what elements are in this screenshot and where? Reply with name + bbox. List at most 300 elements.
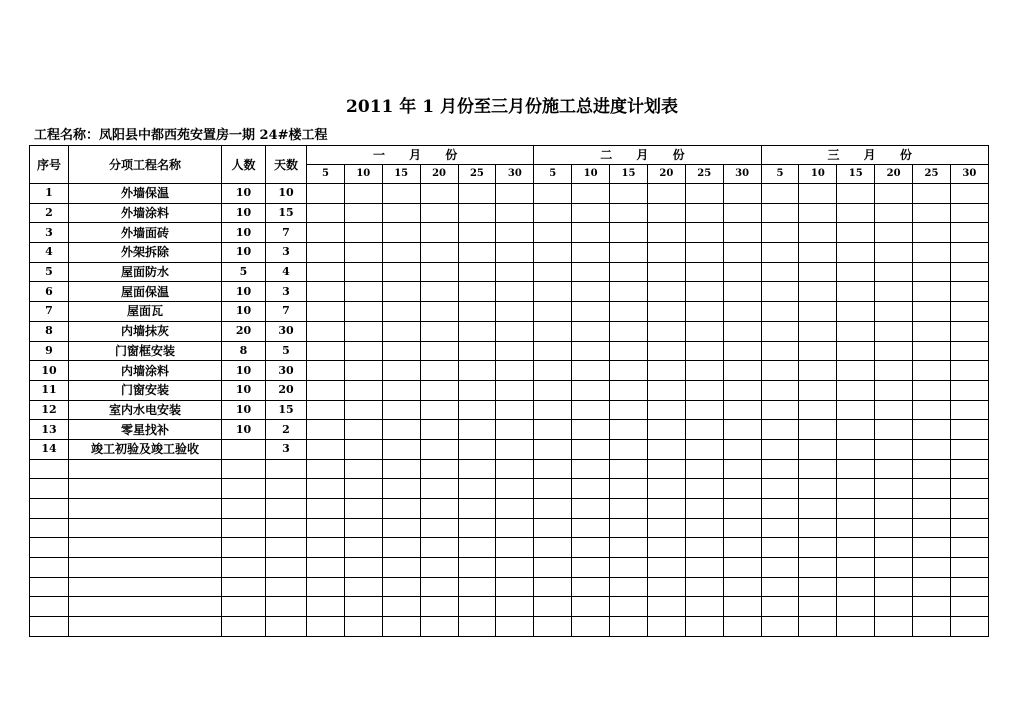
row-seq: 4 bbox=[30, 243, 69, 263]
schedule-cell bbox=[761, 420, 799, 440]
schedule-cell bbox=[761, 282, 799, 302]
row-seq: 11 bbox=[30, 380, 69, 400]
row-seq: 3 bbox=[30, 223, 69, 243]
row-days: 10 bbox=[266, 184, 307, 204]
day-tick: 30 bbox=[496, 165, 534, 184]
schedule-cell bbox=[950, 321, 988, 341]
schedule-cell bbox=[344, 223, 382, 243]
schedule-cell bbox=[307, 184, 345, 204]
schedule-cell bbox=[685, 282, 723, 302]
schedule-cell bbox=[382, 223, 420, 243]
empty-cell bbox=[420, 538, 458, 558]
row-days: 30 bbox=[266, 361, 307, 381]
schedule-cell bbox=[799, 321, 837, 341]
empty-cell bbox=[837, 479, 875, 499]
schedule-cell bbox=[799, 302, 837, 322]
schedule-cell bbox=[761, 321, 799, 341]
empty-cell bbox=[69, 597, 222, 617]
schedule-cell bbox=[875, 302, 913, 322]
schedule-cell bbox=[723, 282, 761, 302]
empty-cell bbox=[307, 577, 345, 597]
header-month: 二 月 份 bbox=[534, 146, 761, 165]
day-tick: 10 bbox=[344, 165, 382, 184]
row-days: 15 bbox=[266, 400, 307, 420]
schedule-cell bbox=[647, 420, 685, 440]
empty-cell bbox=[723, 617, 761, 637]
row-workers: 10 bbox=[222, 203, 266, 223]
schedule-cell bbox=[647, 321, 685, 341]
schedule-cell bbox=[610, 184, 648, 204]
schedule-cell bbox=[875, 184, 913, 204]
header-month: 一 月 份 bbox=[307, 146, 534, 165]
empty-cell bbox=[723, 597, 761, 617]
schedule-cell bbox=[572, 321, 610, 341]
schedule-cell bbox=[496, 223, 534, 243]
empty-cell bbox=[647, 558, 685, 578]
table-row bbox=[30, 262, 989, 282]
schedule-cell bbox=[799, 243, 837, 263]
empty-cell bbox=[222, 518, 266, 538]
empty-cell bbox=[761, 577, 799, 597]
empty-cell bbox=[534, 479, 572, 499]
schedule-cell bbox=[572, 262, 610, 282]
schedule-cell bbox=[837, 380, 875, 400]
empty-cell bbox=[222, 479, 266, 499]
empty-cell bbox=[950, 558, 988, 578]
schedule-cell bbox=[610, 262, 648, 282]
schedule-cell bbox=[307, 380, 345, 400]
schedule-cell bbox=[610, 341, 648, 361]
schedule-cell bbox=[950, 184, 988, 204]
empty-cell bbox=[837, 538, 875, 558]
schedule-cell bbox=[837, 203, 875, 223]
schedule-cell bbox=[913, 361, 951, 381]
schedule-cell bbox=[647, 184, 685, 204]
schedule-cell bbox=[723, 400, 761, 420]
schedule-cell bbox=[307, 400, 345, 420]
empty-cell bbox=[875, 558, 913, 578]
schedule-cell bbox=[875, 361, 913, 381]
empty-cell bbox=[913, 597, 951, 617]
empty-cell bbox=[344, 597, 382, 617]
table-row bbox=[30, 361, 989, 381]
empty-cell bbox=[222, 459, 266, 479]
schedule-cell bbox=[382, 282, 420, 302]
schedule-cell bbox=[837, 223, 875, 243]
empty-cell bbox=[382, 597, 420, 617]
empty-cell bbox=[30, 597, 69, 617]
schedule-cell bbox=[382, 243, 420, 263]
schedule-cell bbox=[875, 203, 913, 223]
schedule-cell bbox=[344, 361, 382, 381]
schedule-cell bbox=[647, 282, 685, 302]
empty-cell bbox=[30, 558, 69, 578]
empty-cell bbox=[685, 459, 723, 479]
schedule-cell bbox=[761, 361, 799, 381]
row-workers: 10 bbox=[222, 223, 266, 243]
schedule-cell bbox=[950, 400, 988, 420]
empty-cell bbox=[496, 518, 534, 538]
empty-cell bbox=[69, 479, 222, 499]
empty-cell bbox=[382, 538, 420, 558]
schedule-cell bbox=[913, 223, 951, 243]
schedule-cell bbox=[685, 223, 723, 243]
schedule-cell bbox=[799, 184, 837, 204]
schedule-cell bbox=[723, 302, 761, 322]
schedule-cell bbox=[610, 243, 648, 263]
schedule-cell bbox=[572, 380, 610, 400]
empty-cell bbox=[761, 538, 799, 558]
schedule-cell bbox=[572, 282, 610, 302]
schedule-cell bbox=[913, 420, 951, 440]
empty-cell bbox=[610, 518, 648, 538]
schedule-cell bbox=[837, 420, 875, 440]
day-tick: 10 bbox=[572, 165, 610, 184]
empty-cell bbox=[420, 558, 458, 578]
empty-cell bbox=[420, 499, 458, 519]
empty-cell bbox=[723, 499, 761, 519]
schedule-cell bbox=[496, 321, 534, 341]
schedule-cell bbox=[458, 420, 496, 440]
empty-cell bbox=[458, 459, 496, 479]
empty-cell bbox=[572, 577, 610, 597]
schedule-cell bbox=[950, 380, 988, 400]
empty-cell bbox=[572, 499, 610, 519]
empty-cell bbox=[799, 518, 837, 538]
schedule-cell bbox=[382, 321, 420, 341]
day-tick: 10 bbox=[799, 165, 837, 184]
empty-cell bbox=[69, 459, 222, 479]
empty-cell bbox=[266, 499, 307, 519]
empty-cell bbox=[30, 459, 69, 479]
empty-cell bbox=[875, 617, 913, 637]
row-workers: 10 bbox=[222, 400, 266, 420]
schedule-cell bbox=[572, 341, 610, 361]
empty-cell bbox=[534, 499, 572, 519]
day-tick: 15 bbox=[837, 165, 875, 184]
empty-cell bbox=[799, 499, 837, 519]
project-name: 工程名称：凤阳县中都西苑安置房一期 24#楼工程 bbox=[34, 128, 328, 143]
schedule-cell bbox=[647, 380, 685, 400]
empty-cell bbox=[266, 617, 307, 637]
empty-cell bbox=[534, 617, 572, 637]
empty-cell bbox=[799, 459, 837, 479]
schedule-cell bbox=[307, 203, 345, 223]
empty-cell bbox=[266, 518, 307, 538]
row-item-name: 竣工初验及竣工验收 bbox=[69, 439, 222, 459]
empty-cell bbox=[950, 518, 988, 538]
schedule-cell bbox=[496, 282, 534, 302]
empty-cell bbox=[534, 518, 572, 538]
schedule-cell bbox=[496, 243, 534, 263]
empty-cell bbox=[572, 518, 610, 538]
schedule-cell bbox=[723, 341, 761, 361]
row-workers: 8 bbox=[222, 341, 266, 361]
schedule-cell bbox=[913, 282, 951, 302]
schedule-cell bbox=[534, 321, 572, 341]
schedule-cell bbox=[761, 203, 799, 223]
row-item-name: 门窗框安装 bbox=[69, 341, 222, 361]
schedule-cell bbox=[837, 282, 875, 302]
empty-cell bbox=[307, 479, 345, 499]
schedule-cell bbox=[534, 223, 572, 243]
row-seq: 2 bbox=[30, 203, 69, 223]
schedule-cell bbox=[685, 420, 723, 440]
empty-cell bbox=[496, 499, 534, 519]
row-days: 30 bbox=[266, 321, 307, 341]
schedule-cell bbox=[837, 341, 875, 361]
schedule-cell bbox=[837, 321, 875, 341]
empty-cell bbox=[610, 617, 648, 637]
schedule-cell bbox=[799, 420, 837, 440]
schedule-cell bbox=[307, 302, 345, 322]
table-row bbox=[30, 282, 989, 302]
row-workers bbox=[222, 439, 266, 459]
row-days: 20 bbox=[266, 380, 307, 400]
schedule-cell bbox=[950, 223, 988, 243]
empty-cell bbox=[496, 597, 534, 617]
day-tick: 25 bbox=[913, 165, 951, 184]
empty-cell bbox=[647, 518, 685, 538]
empty-cell bbox=[685, 479, 723, 499]
schedule-cell bbox=[496, 184, 534, 204]
schedule-cell bbox=[496, 439, 534, 459]
day-tick: 20 bbox=[647, 165, 685, 184]
empty-cell bbox=[950, 538, 988, 558]
schedule-cell bbox=[344, 203, 382, 223]
empty-cell bbox=[572, 479, 610, 499]
empty-cell bbox=[685, 577, 723, 597]
empty-cell bbox=[610, 577, 648, 597]
schedule-cell bbox=[344, 243, 382, 263]
schedule-cell bbox=[875, 262, 913, 282]
schedule-cell bbox=[799, 341, 837, 361]
schedule-cell bbox=[572, 203, 610, 223]
empty-cell bbox=[837, 617, 875, 637]
empty-cell bbox=[30, 538, 69, 558]
schedule-cell bbox=[420, 361, 458, 381]
schedule-cell bbox=[761, 380, 799, 400]
schedule-cell bbox=[496, 302, 534, 322]
row-workers: 10 bbox=[222, 361, 266, 381]
schedule-cell bbox=[913, 203, 951, 223]
schedule-cell bbox=[458, 282, 496, 302]
schedule-cell bbox=[572, 439, 610, 459]
page-title: 2011 年 1 月份至三月份施工总进度计划表 bbox=[346, 97, 678, 117]
header-days: 天数 bbox=[266, 146, 307, 184]
row-seq: 14 bbox=[30, 439, 69, 459]
schedule-cell bbox=[458, 321, 496, 341]
schedule-cell bbox=[572, 302, 610, 322]
schedule-cell bbox=[685, 243, 723, 263]
empty-cell bbox=[647, 499, 685, 519]
empty-cell bbox=[610, 597, 648, 617]
schedule-cell bbox=[307, 262, 345, 282]
empty-cell bbox=[534, 538, 572, 558]
empty-cell bbox=[761, 617, 799, 637]
empty-cell bbox=[222, 617, 266, 637]
empty-cell bbox=[344, 518, 382, 538]
schedule-cell bbox=[875, 223, 913, 243]
schedule-cell bbox=[420, 420, 458, 440]
empty-cell bbox=[69, 617, 222, 637]
schedule-cell bbox=[837, 361, 875, 381]
schedule-cell bbox=[307, 243, 345, 263]
empty-cell bbox=[69, 538, 222, 558]
empty-cell bbox=[913, 499, 951, 519]
empty-cell bbox=[496, 479, 534, 499]
schedule-cell bbox=[572, 184, 610, 204]
schedule-cell bbox=[458, 439, 496, 459]
empty-cell bbox=[647, 577, 685, 597]
row-days: 7 bbox=[266, 223, 307, 243]
schedule-cell bbox=[420, 341, 458, 361]
schedule-cell bbox=[534, 302, 572, 322]
row-days: 7 bbox=[266, 302, 307, 322]
empty-cell bbox=[723, 459, 761, 479]
schedule-cell bbox=[344, 302, 382, 322]
table-row bbox=[30, 380, 989, 400]
empty-cell bbox=[30, 518, 69, 538]
schedule-cell bbox=[723, 380, 761, 400]
schedule-cell bbox=[344, 184, 382, 204]
schedule-cell bbox=[610, 380, 648, 400]
empty-cell bbox=[875, 459, 913, 479]
schedule-cell bbox=[420, 380, 458, 400]
schedule-cell bbox=[610, 321, 648, 341]
empty-cell bbox=[382, 558, 420, 578]
empty-cell bbox=[420, 459, 458, 479]
empty-cell bbox=[913, 558, 951, 578]
schedule-cell bbox=[572, 420, 610, 440]
row-seq: 9 bbox=[30, 341, 69, 361]
schedule-cell bbox=[685, 203, 723, 223]
row-item-name: 外墙面砖 bbox=[69, 223, 222, 243]
empty-cell bbox=[266, 577, 307, 597]
schedule-cell bbox=[875, 380, 913, 400]
row-days: 15 bbox=[266, 203, 307, 223]
schedule-cell bbox=[685, 302, 723, 322]
row-days: 3 bbox=[266, 439, 307, 459]
schedule-cell bbox=[799, 361, 837, 381]
empty-cell bbox=[685, 597, 723, 617]
empty-cell bbox=[913, 479, 951, 499]
empty-cell bbox=[572, 459, 610, 479]
empty-row bbox=[30, 617, 989, 637]
empty-cell bbox=[344, 459, 382, 479]
schedule-cell bbox=[420, 321, 458, 341]
schedule-cell bbox=[534, 361, 572, 381]
schedule-cell bbox=[647, 341, 685, 361]
schedule-cell bbox=[458, 341, 496, 361]
empty-cell bbox=[913, 518, 951, 538]
schedule-cell bbox=[723, 361, 761, 381]
schedule-cell bbox=[534, 400, 572, 420]
day-tick: 30 bbox=[723, 165, 761, 184]
empty-cell bbox=[382, 459, 420, 479]
empty-cell bbox=[875, 597, 913, 617]
empty-cell bbox=[382, 518, 420, 538]
empty-cell bbox=[685, 558, 723, 578]
empty-cell bbox=[723, 577, 761, 597]
empty-cell bbox=[913, 459, 951, 479]
day-tick: 5 bbox=[761, 165, 799, 184]
schedule-cell bbox=[344, 282, 382, 302]
schedule-cell bbox=[799, 400, 837, 420]
day-tick: 25 bbox=[685, 165, 723, 184]
schedule-cell bbox=[496, 400, 534, 420]
empty-cell bbox=[647, 597, 685, 617]
empty-cell bbox=[647, 459, 685, 479]
schedule-cell bbox=[761, 223, 799, 243]
table-row bbox=[30, 439, 989, 459]
schedule-cell bbox=[496, 341, 534, 361]
empty-cell bbox=[913, 617, 951, 637]
schedule-cell bbox=[799, 439, 837, 459]
day-tick: 20 bbox=[875, 165, 913, 184]
empty-cell bbox=[875, 538, 913, 558]
empty-cell bbox=[266, 538, 307, 558]
schedule-cell bbox=[647, 361, 685, 381]
schedule-cell bbox=[344, 262, 382, 282]
empty-cell bbox=[69, 518, 222, 538]
schedule-cell bbox=[496, 380, 534, 400]
empty-cell bbox=[950, 577, 988, 597]
schedule-cell bbox=[420, 282, 458, 302]
empty-cell bbox=[572, 538, 610, 558]
empty-cell bbox=[496, 459, 534, 479]
empty-cell bbox=[344, 558, 382, 578]
schedule-cell bbox=[837, 439, 875, 459]
schedule-cell bbox=[723, 184, 761, 204]
empty-cell bbox=[496, 617, 534, 637]
schedule-cell bbox=[875, 341, 913, 361]
schedule-cell bbox=[647, 223, 685, 243]
schedule-cell bbox=[761, 262, 799, 282]
row-seq: 6 bbox=[30, 282, 69, 302]
empty-cell bbox=[685, 518, 723, 538]
schedule-cell bbox=[420, 302, 458, 322]
schedule-cell bbox=[913, 341, 951, 361]
schedule-cell bbox=[307, 321, 345, 341]
schedule-cell bbox=[307, 282, 345, 302]
schedule-cell bbox=[875, 439, 913, 459]
row-days: 5 bbox=[266, 341, 307, 361]
schedule-cell bbox=[307, 341, 345, 361]
schedule-cell bbox=[534, 420, 572, 440]
schedule-cell bbox=[496, 203, 534, 223]
schedule-cell bbox=[610, 400, 648, 420]
empty-row bbox=[30, 459, 989, 479]
schedule-cell bbox=[913, 262, 951, 282]
table-row bbox=[30, 302, 989, 322]
schedule-cell bbox=[496, 420, 534, 440]
empty-cell bbox=[799, 617, 837, 637]
empty-cell bbox=[382, 479, 420, 499]
empty-cell bbox=[344, 617, 382, 637]
schedule-cell bbox=[913, 184, 951, 204]
row-item-name: 门窗安装 bbox=[69, 380, 222, 400]
empty-row bbox=[30, 597, 989, 617]
empty-cell bbox=[496, 538, 534, 558]
empty-cell bbox=[837, 499, 875, 519]
empty-cell bbox=[761, 558, 799, 578]
schedule-cell bbox=[382, 203, 420, 223]
empty-cell bbox=[458, 597, 496, 617]
empty-cell bbox=[420, 518, 458, 538]
table-row bbox=[30, 184, 989, 204]
empty-cell bbox=[307, 518, 345, 538]
